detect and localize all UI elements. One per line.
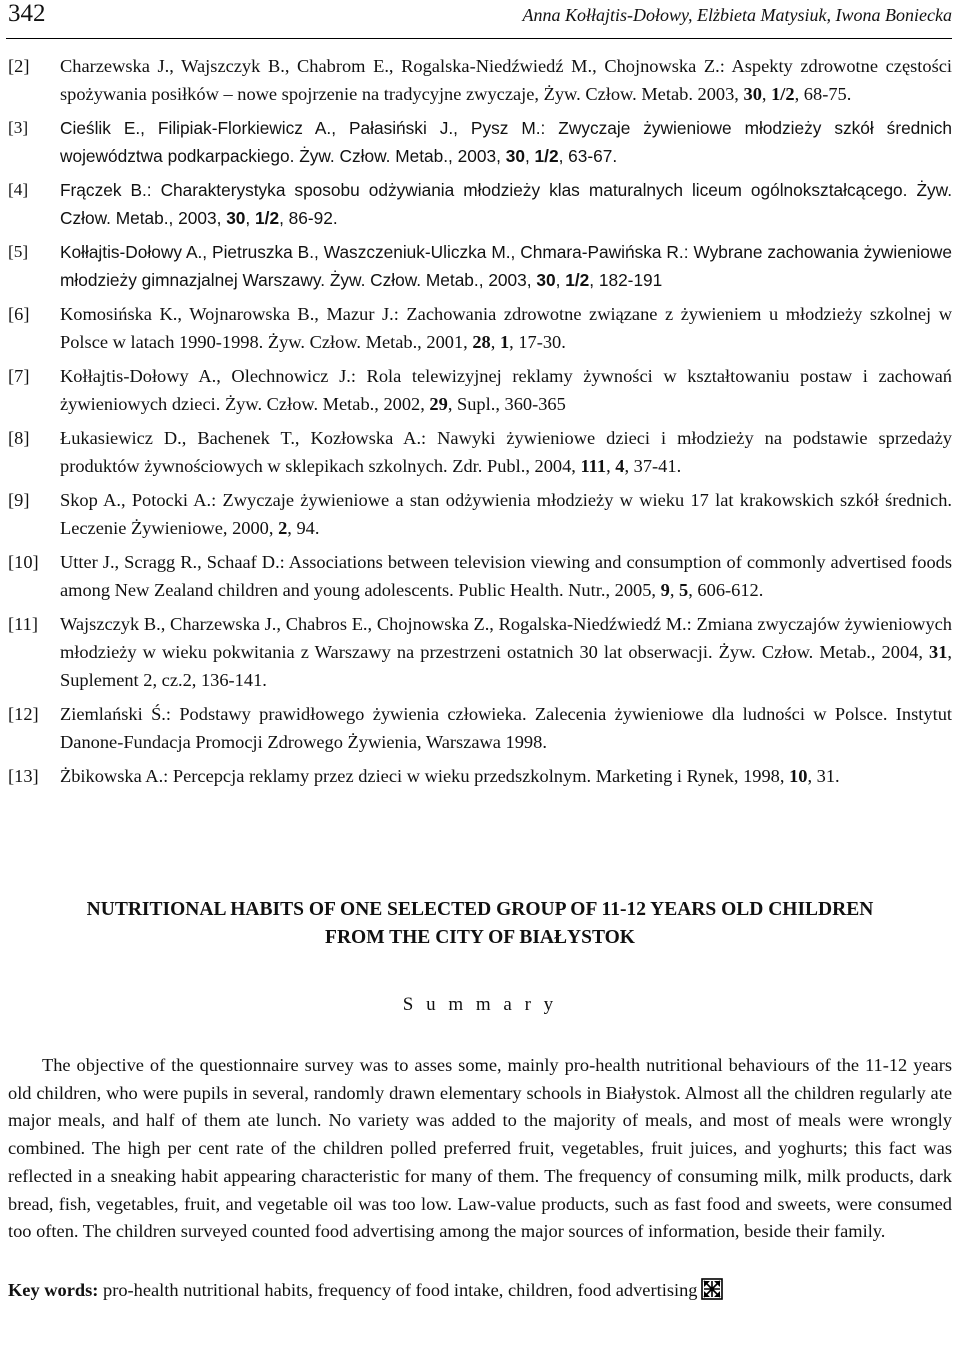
reference-text (60, 366, 952, 414)
reference-segment: , Supl., 360-365 (447, 394, 566, 414)
reference-text (60, 490, 952, 538)
keywords-label: Key words: (8, 1279, 99, 1300)
reference-segment: Kołłajtis-Dołowy A., Pietruszka B., Waszczeniuk-Uliczka M., Chmara-Pawińska R.: Wybrane zachowania żywieniowe młodzieży gimnazjalnej Warszawy. Żyw. Człow. Metab., 2003, (60, 242, 952, 290)
reference-segment: , 94. (287, 518, 320, 538)
reference-number: [4] (8, 180, 29, 199)
reference-segment: , (524, 146, 535, 166)
reference-segment: , 17-30. (509, 332, 566, 352)
reference-segment: Łukasiewicz D., Bachenek T., Kozłowska A.: Nawyki żywieniowe dzieci i młodzieży na podstawie sprzedaży produktów żywnościowych w sklepikach szkolnych. Zdr. Publ., 2004, (60, 428, 952, 476)
reference-item (8, 548, 952, 604)
reference-volume: 2 (278, 518, 288, 538)
reference-volume: 1/2 (255, 208, 280, 228)
reference-segment: , 63-67. (558, 146, 618, 166)
english-summary (8, 896, 952, 1304)
reference-number: [2] (8, 56, 30, 76)
summary-title-line-2: FROM THE CITY OF BIAŁYSTOK (325, 927, 635, 948)
abstract-text: The objective of the questionnaire survey was to asses some, mainly pro-health nutritional behaviours of the 11-12 years old children, who were pupils in several, randomly drawn elementary schools in Białystok. Almost all the children regularly ate major meals, and half of them ate lunch. No variety was added to the majority of meals, and most of meals were wrongly combined. The high per cent rate of the children polled preferred fruit, vegetables, fruit juices, and yoghurts; this fact was reflected in a sneaking habit appearing characteristic for many of them. The frequency of consuming milk, milk products, dark bread, fish, vegetables, fruit, and vegetable oil was too low. Law-value products, such as fast food and sweets, were consumed too often. The children surveyed counted food advertising among the major sources of information, beside their family. (8, 1055, 952, 1242)
reference-volume: 10 (789, 766, 808, 786)
summary-title-line-1: NUTRITIONAL HABITS OF ONE SELECTED GROUP OF 11-12 YEARS OLD CHILDREN (86, 899, 874, 920)
reference-text (60, 242, 952, 290)
reference-volume: 4 (615, 456, 625, 476)
reference-text (60, 56, 952, 104)
summary-title (8, 896, 952, 952)
page-header (6, 0, 952, 39)
reference-volume: 30 (743, 84, 762, 104)
reference-item (8, 762, 952, 790)
page-number: 342 (8, 0, 46, 27)
reference-volume: 30 (226, 208, 246, 228)
reference-segment: , 86-92. (279, 208, 338, 228)
reference-list (8, 52, 952, 796)
keywords-line (8, 1276, 952, 1304)
reference-volume: 1/2 (771, 84, 795, 104)
reference-segment: Żbikowska A.: Percepcja reklamy przez dzieci w wieku przedszkolnym. Marketing i Rynek, 1998, (60, 766, 790, 786)
reference-volume: 5 (679, 580, 689, 600)
reference-number: [12] (8, 704, 39, 724)
reference-item (8, 424, 952, 480)
reference-segment: Charzewska J., Wajszczyk B., Chabrom E., Rogalska-Niedźwiedź M., Chojnowska Z.: Aspekty zdrowotne częstości spożywania posiłków – nowe spojrzenie na tradycyjne zwyczaje, Żyw. Człow. Metab. 2003, (60, 56, 952, 104)
reference-segment: Ziemlański Ś.: Podstawy prawidłowego żywienia człowieka. Zalecenia żywieniowe dla ludności w Polsce. Instytut Danone-Fundacja Promocji Zdrowego Żywienia, Warszawa 1998. (60, 704, 952, 752)
keywords-text: pro-health nutritional habits, frequency of food intake, children, food advertising (98, 1279, 698, 1300)
reference-volume: 30 (536, 270, 556, 290)
reference-item (8, 300, 952, 356)
reference-segment: Cieślik E., Filipiak-Florkiewicz A., Pałasiński J., Pysz M.: Zwyczaje żywieniowe młodzieży szkół średnich województwa podkarpackiego. Żyw. Człow. Metab., 2003, (60, 118, 952, 166)
reference-segment: , Suplement 2, cz.2, 136-141. (60, 642, 952, 690)
reference-volume: 1/2 (534, 146, 559, 166)
reference-text (60, 118, 952, 166)
reference-volume: 1/2 (565, 270, 590, 290)
reference-segment: , (669, 580, 680, 600)
reference-segment: , 182-191 (589, 270, 663, 290)
reference-number: [5] (8, 242, 29, 261)
reference-text (60, 614, 952, 690)
reference-item (8, 486, 952, 542)
reference-item (8, 52, 952, 108)
reference-item (8, 176, 952, 232)
reference-segment: , 606-612. (688, 580, 764, 600)
reference-number: [3] (8, 118, 29, 137)
reference-number: [8] (8, 428, 30, 448)
reference-number: [7] (8, 366, 30, 386)
reference-segment: , (490, 332, 500, 352)
reference-item (8, 610, 952, 694)
reference-text (60, 428, 952, 476)
reference-volume: 111 (580, 456, 607, 476)
reference-segment: Wajszczyk B., Charzewska J., Chabros E., Chojnowska Z., Rogalska-Niedźwiedź M.: Zmiana zwyczajów żywieniowych młodzieży w wieku pokwitania z Warszawy na przestrzeni ostatnich 30 lat obserwacji. Żyw. Człow. Metab., 2004, (60, 614, 952, 662)
reference-item (8, 238, 952, 294)
reference-text (60, 304, 952, 352)
reference-segment: Skop A., Potocki A.: Zwyczaje żywieniowe a stan odżywienia młodzieży w wieku 17 lat krakowskich szkół średnich. Leczenie Żywieniowe, 2000, (60, 490, 952, 538)
reference-segment: Frączek B.: Charakterystyka sposobu odżywiania młodzieży klas maturalnych liceum ogólnokształcącego. Żyw. Człow. Metab., 2003, (60, 180, 952, 228)
reference-number: [6] (8, 304, 30, 324)
reference-segment: Komosińska K., Wojnarowska B., Mazur J.: Zachowania zdrowotne związane z żywieniem u młodzieży szkolnej w Polsce w latach 1990-1998. Żyw. Człow. Metab., 2001, (60, 304, 952, 352)
reference-item (8, 700, 952, 756)
reference-number: [9] (8, 490, 30, 510)
reference-volume: 9 (660, 580, 670, 600)
reference-number: [11] (8, 614, 38, 634)
reference-segment: Utter J., Scragg R., Schaaf D.: Associations between television viewing and consumption of commonly advertised foods among New Zealand children and young adolescents. Public Health. Nutr., 2005, (60, 552, 952, 600)
reference-text (60, 180, 952, 228)
end-mark-icon (701, 1278, 723, 1300)
reference-segment: , (555, 270, 566, 290)
reference-text (60, 704, 952, 752)
reference-volume: 28 (472, 332, 491, 352)
reference-text (60, 766, 840, 786)
running-title: Anna Kołłajtis-Dołowy, Elżbieta Matysiuk, Iwona Boniecka (522, 5, 952, 25)
reference-segment: Kołłajtis-Dołowy A., Olechnowicz J.: Rola telewizyjnej reklamy żywności w kształtowaniu postaw i zachowań żywieniowych dzieci. Żyw. Człow. Metab., 2002, (60, 366, 952, 414)
reference-text (60, 552, 952, 600)
reference-item (8, 114, 952, 170)
reference-volume: 1 (499, 332, 510, 352)
reference-segment: , 68-75. (794, 84, 852, 104)
reference-volume: 30 (505, 146, 525, 166)
reference-segment: , (761, 84, 772, 104)
reference-segment: , (245, 208, 256, 228)
reference-segment: , (606, 456, 616, 476)
reference-volume: 31 (929, 642, 948, 662)
reference-number: [13] (8, 766, 39, 786)
summary-heading: S u m m a r y (402, 994, 558, 1015)
reference-segment: , 37-41. (624, 456, 682, 476)
reference-volume: 29 (429, 394, 448, 414)
reference-item (8, 362, 952, 418)
reference-number: [10] (8, 552, 39, 572)
reference-segment: , 31. (807, 766, 840, 786)
